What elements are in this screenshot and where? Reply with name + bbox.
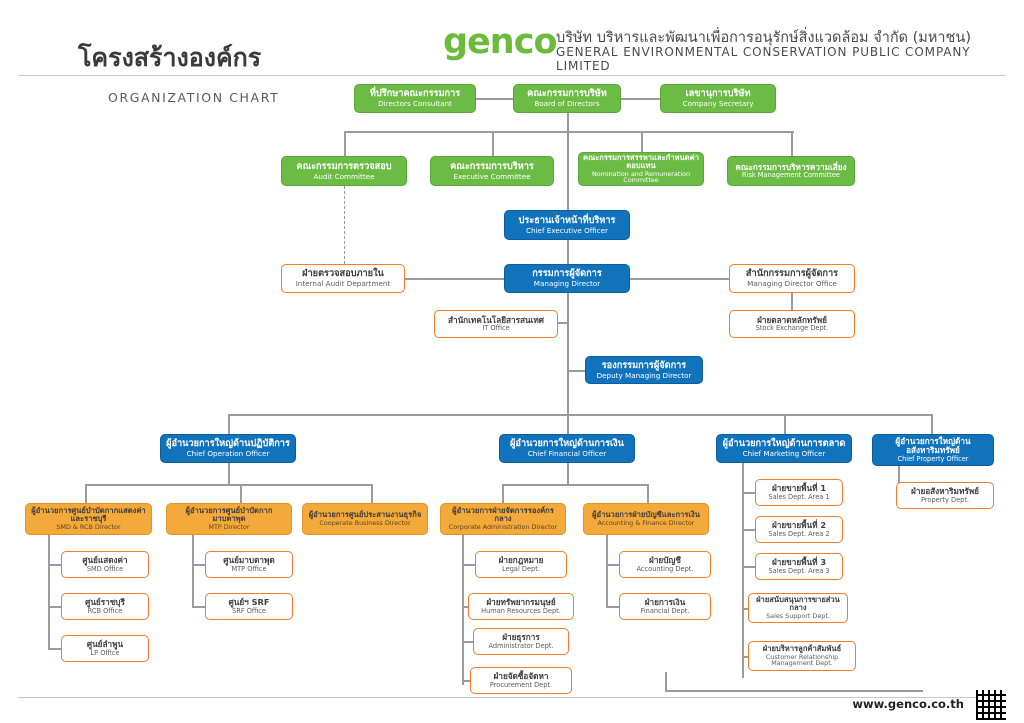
connector (742, 492, 755, 494)
connector (400, 278, 505, 280)
connector (567, 112, 569, 132)
genco-logo: genco (443, 22, 557, 62)
connector (48, 564, 61, 566)
node-sales-area-3[interactable]: ฝ่ายขายพื้นที่ 3 Sales Dept. Area 3 (755, 553, 843, 580)
connector (567, 131, 569, 210)
connector (791, 131, 793, 156)
connector (462, 564, 475, 566)
connector (228, 414, 230, 434)
node-md-office[interactable]: สำนักกรรมการผู้จัดการ Managing Director Office (729, 264, 855, 293)
decorative-line (665, 672, 667, 691)
connector (931, 414, 933, 434)
node-mtp-director[interactable]: ผู้อำนวยการศูนย์บำบัดกากมาบตาพุด MTP Director (166, 503, 292, 535)
node-ceo[interactable]: ประธานเจ้าหน้าที่บริหาร Chief Executive Officer (504, 210, 630, 240)
node-stock-exchange[interactable]: ฝ่ายตลาดหลักทรัพย์ Stock Exchange Dept. (729, 310, 855, 338)
node-board-of-directors[interactable]: คณะกรรมการบริษัท Board of Directors (513, 84, 621, 113)
node-managing-director[interactable]: กรรมการผู้จัดการ Managing Director (504, 264, 630, 293)
node-executive-committee[interactable]: คณะกรรมการบริหาร Executive Committee (430, 156, 554, 186)
connector (502, 484, 504, 503)
node-corporate-admin-director[interactable]: ผู้อำนวยการฝ่ายจัดการรองค์กรกลาง Corporate Administration Director (440, 503, 566, 535)
connector (48, 648, 61, 650)
connector (492, 131, 494, 156)
connector (606, 564, 619, 566)
connector (620, 98, 662, 100)
connector (240, 484, 242, 503)
node-procurement-dept[interactable]: ฝ่ายจัดซื้อจัดหา Procurement Dept. (470, 667, 572, 694)
qr-code-icon (976, 690, 1006, 720)
node-it-office[interactable]: สำนักเทคโนโลยีสารสนเทศ IT Office (434, 310, 558, 338)
node-sales-support[interactable]: ฝ่ายสนับสนุนการขายส่วนกลาง Sales Support Dept. (748, 593, 848, 623)
node-cmo[interactable]: ผู้อำนวยการใหญ่ด้านการตลาด Chief Marketing Officer (716, 434, 852, 463)
connector (567, 414, 569, 434)
node-crm-dept[interactable]: ฝ่ายบริหารลูกค้าสัมพันธ์ Customer Relationship Management Dept. (748, 641, 856, 671)
company-name-th: บริษัท บริหารและพัฒนาเพื่อการอนุรักษ์สิ่งแวดล้อม จำกัด (มหาชน) (556, 30, 971, 46)
node-deputy-md[interactable]: รองกรรมการผู้จัดการ Deputy Managing Director (585, 356, 703, 384)
connector (567, 463, 569, 485)
node-financial-dept[interactable]: ฝ่ายการเงิน Financial Dept. (619, 593, 711, 620)
connector (742, 529, 755, 531)
node-srf-office[interactable]: ศูนย์ฯ SRF SRF Office (205, 593, 293, 620)
node-audit-committee[interactable]: คณะกรรมการตรวจสอบ Audit Committee (281, 156, 407, 186)
connector (462, 533, 464, 685)
connector (606, 606, 619, 608)
node-admin-dept[interactable]: ฝ่ายธุรการ Administrator Dept. (473, 628, 569, 655)
node-company-secretary[interactable]: เลขานุการบริษัท Company Secretary (660, 84, 776, 113)
page-title-en: ORGANIZATION CHART (108, 90, 280, 105)
node-accounting-finance-director[interactable]: ผู้อำนวยการฝ่ายบัญชีและการเงิน Accounting & Finance Director (583, 503, 709, 535)
connector (742, 566, 755, 568)
connector (85, 484, 87, 503)
decorative-line (665, 690, 923, 692)
node-coo[interactable]: ผู้อำนวยการใหญ่ด้านปฏิบัติการ Chief Operation Officer (160, 434, 296, 463)
company-name-en: GENERAL ENVIRONMENTAL CONSERVATION PUBLIC COMPANY LIMITED (556, 45, 971, 73)
node-sales-area-2[interactable]: ฝ่ายขายพื้นที่ 2 Sales Dept. Area 2 (755, 516, 843, 543)
connector (630, 278, 730, 280)
connector (647, 484, 649, 503)
node-property-dept[interactable]: ฝ่ายอสังหาริมทรัพย์ Property Dept. (896, 482, 994, 509)
connector (567, 370, 587, 372)
connector (344, 131, 794, 133)
connector (784, 414, 786, 434)
node-directors-consultant[interactable]: ที่ปรึกษาคณะกรรมการ Directors Consultant (354, 84, 476, 113)
connector (85, 484, 371, 486)
website-url[interactable]: www.genco.co.th (852, 697, 964, 711)
connector (192, 533, 194, 608)
node-accounting-dept[interactable]: ฝ่ายบัญชี Accounting Dept. (619, 551, 711, 578)
node-nomination-committee[interactable]: คณะกรรมการสรรหาและกำหนดค่าตอบแทน Nomination and Remuneration Committee (578, 152, 704, 186)
connector (567, 292, 569, 415)
connector (606, 533, 608, 608)
connector (344, 131, 346, 156)
page-title-th: โครงสร้างองค์กร (78, 43, 262, 72)
connector (228, 463, 230, 485)
node-smd-office[interactable]: ศูนย์แสดงค่า SMD Office (61, 551, 149, 578)
connector (192, 564, 205, 566)
node-risk-committee[interactable]: คณะกรรมการบริหารความเสี่ยง Risk Management Committee (727, 156, 855, 186)
connector (502, 484, 647, 486)
node-mtp-office[interactable]: ศูนย์มาบตาพุด MTP Office (205, 551, 293, 578)
node-cpo[interactable]: ผู้อำนวยการใหญ่ด้านอสังหาริมทรัพย์ Chief Property Officer (872, 434, 994, 466)
connector (48, 533, 50, 650)
connector (742, 463, 744, 678)
node-cooperate-business-director[interactable]: ผู้อำนวยการศูนย์ประสานงานธุรกิจ Cooperate Business Director (302, 503, 428, 535)
node-cfo[interactable]: ผู้อำนวยการใหญ่ด้านการเงิน Chief Financial Officer (499, 434, 635, 463)
node-internal-audit[interactable]: ฝ่ายตรวจสอบภายใน Internal Audit Department (281, 264, 405, 293)
node-rcb-office[interactable]: ศูนย์ราชบุรี RCB Office (61, 593, 149, 620)
node-sales-area-1[interactable]: ฝ่ายขายพื้นที่ 1 Sales Dept. Area 1 (755, 479, 843, 506)
connector (567, 239, 569, 266)
connector (48, 606, 61, 608)
node-hr-dept[interactable]: ฝ่ายทรัพยากรมนุษย์ Human Resources Dept. (468, 593, 574, 620)
node-lp-office[interactable]: ศูนย์ลำพูน LP Office (61, 635, 149, 662)
connector (371, 484, 373, 503)
connector (474, 98, 516, 100)
connector (228, 414, 931, 416)
node-smd-rcb-director[interactable]: ผู้อำนวยการศูนย์บำบัดกากแสดงค่าและราชบุรี SMD & RCB Director (25, 503, 152, 535)
node-legal-dept[interactable]: ฝ่ายกฎหมาย Legal Dept. (475, 551, 567, 578)
dashed-connector (344, 186, 345, 264)
connector (192, 606, 205, 608)
